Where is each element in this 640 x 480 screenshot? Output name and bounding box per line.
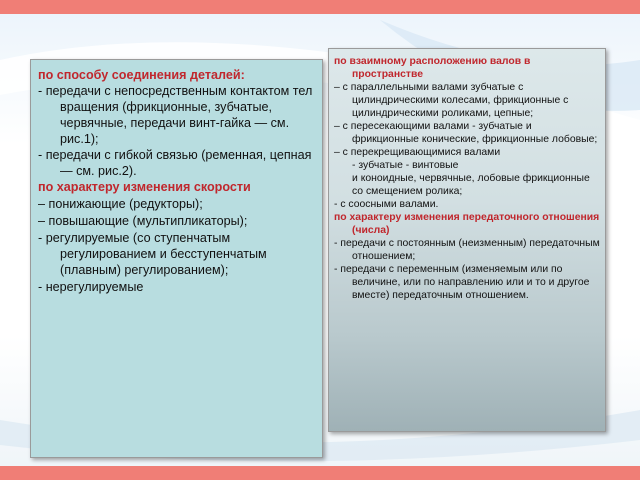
- list-item: - нерегулируемые: [38, 280, 144, 294]
- list-item: - регулируемые (со ступенчатым регулированием и бесступенчатым (плавным) регулированием);: [38, 231, 267, 277]
- list-item: – с перекрещивающимися валами: [334, 147, 501, 158]
- list-item: – повышающие (мультипликаторы);: [38, 214, 248, 228]
- heading-connection-method: по способу соединения деталей:: [38, 68, 245, 82]
- heading-shaft-arrangement: по взаимному расположению валов в пространстве: [334, 56, 531, 80]
- right-text-panel: [328, 48, 606, 432]
- heading-speed-change: по характеру изменения скорости: [38, 180, 251, 194]
- list-subitem: - зубчатые - винтовые: [352, 160, 459, 171]
- list-item: – с параллельными валами зубчатые с цилиндрическими колесами, фрикционные с цилиндрическими роликами, цепные;: [334, 82, 569, 119]
- list-item: - передачи с непосредственным контактом тел вращения (фрикционные, зубчатые, червячные, передачи винт-гайка — см. рис.1);: [38, 84, 313, 146]
- top-accent-bar: [0, 0, 640, 14]
- left-text-panel: [30, 59, 323, 458]
- list-item: – с пересекающими валами - зубчатые и фрикционные конические, фрикционные лобовые;: [334, 121, 598, 145]
- list-subitem: и коноидные, червячные, лобовые фрикционные со смещением ролика;: [352, 173, 590, 197]
- list-item: - передачи с постоянным (неизменным) передаточным отношением;: [334, 238, 600, 262]
- bottom-accent-bar: [0, 466, 640, 480]
- list-item: – понижающие (редукторы);: [38, 197, 203, 211]
- heading-gear-ratio: по характеру изменения передаточного отношения (числа): [334, 212, 600, 236]
- list-item: - с соосными валами.: [334, 199, 439, 210]
- list-item: - передачи с гибкой связью (ременная, цепная — см. рис.2).: [38, 148, 312, 178]
- list-item: - передачи с переменным (изменяемым или по величине, или по направлению или и то и другое вместе) передаточным отношением.: [334, 264, 590, 301]
